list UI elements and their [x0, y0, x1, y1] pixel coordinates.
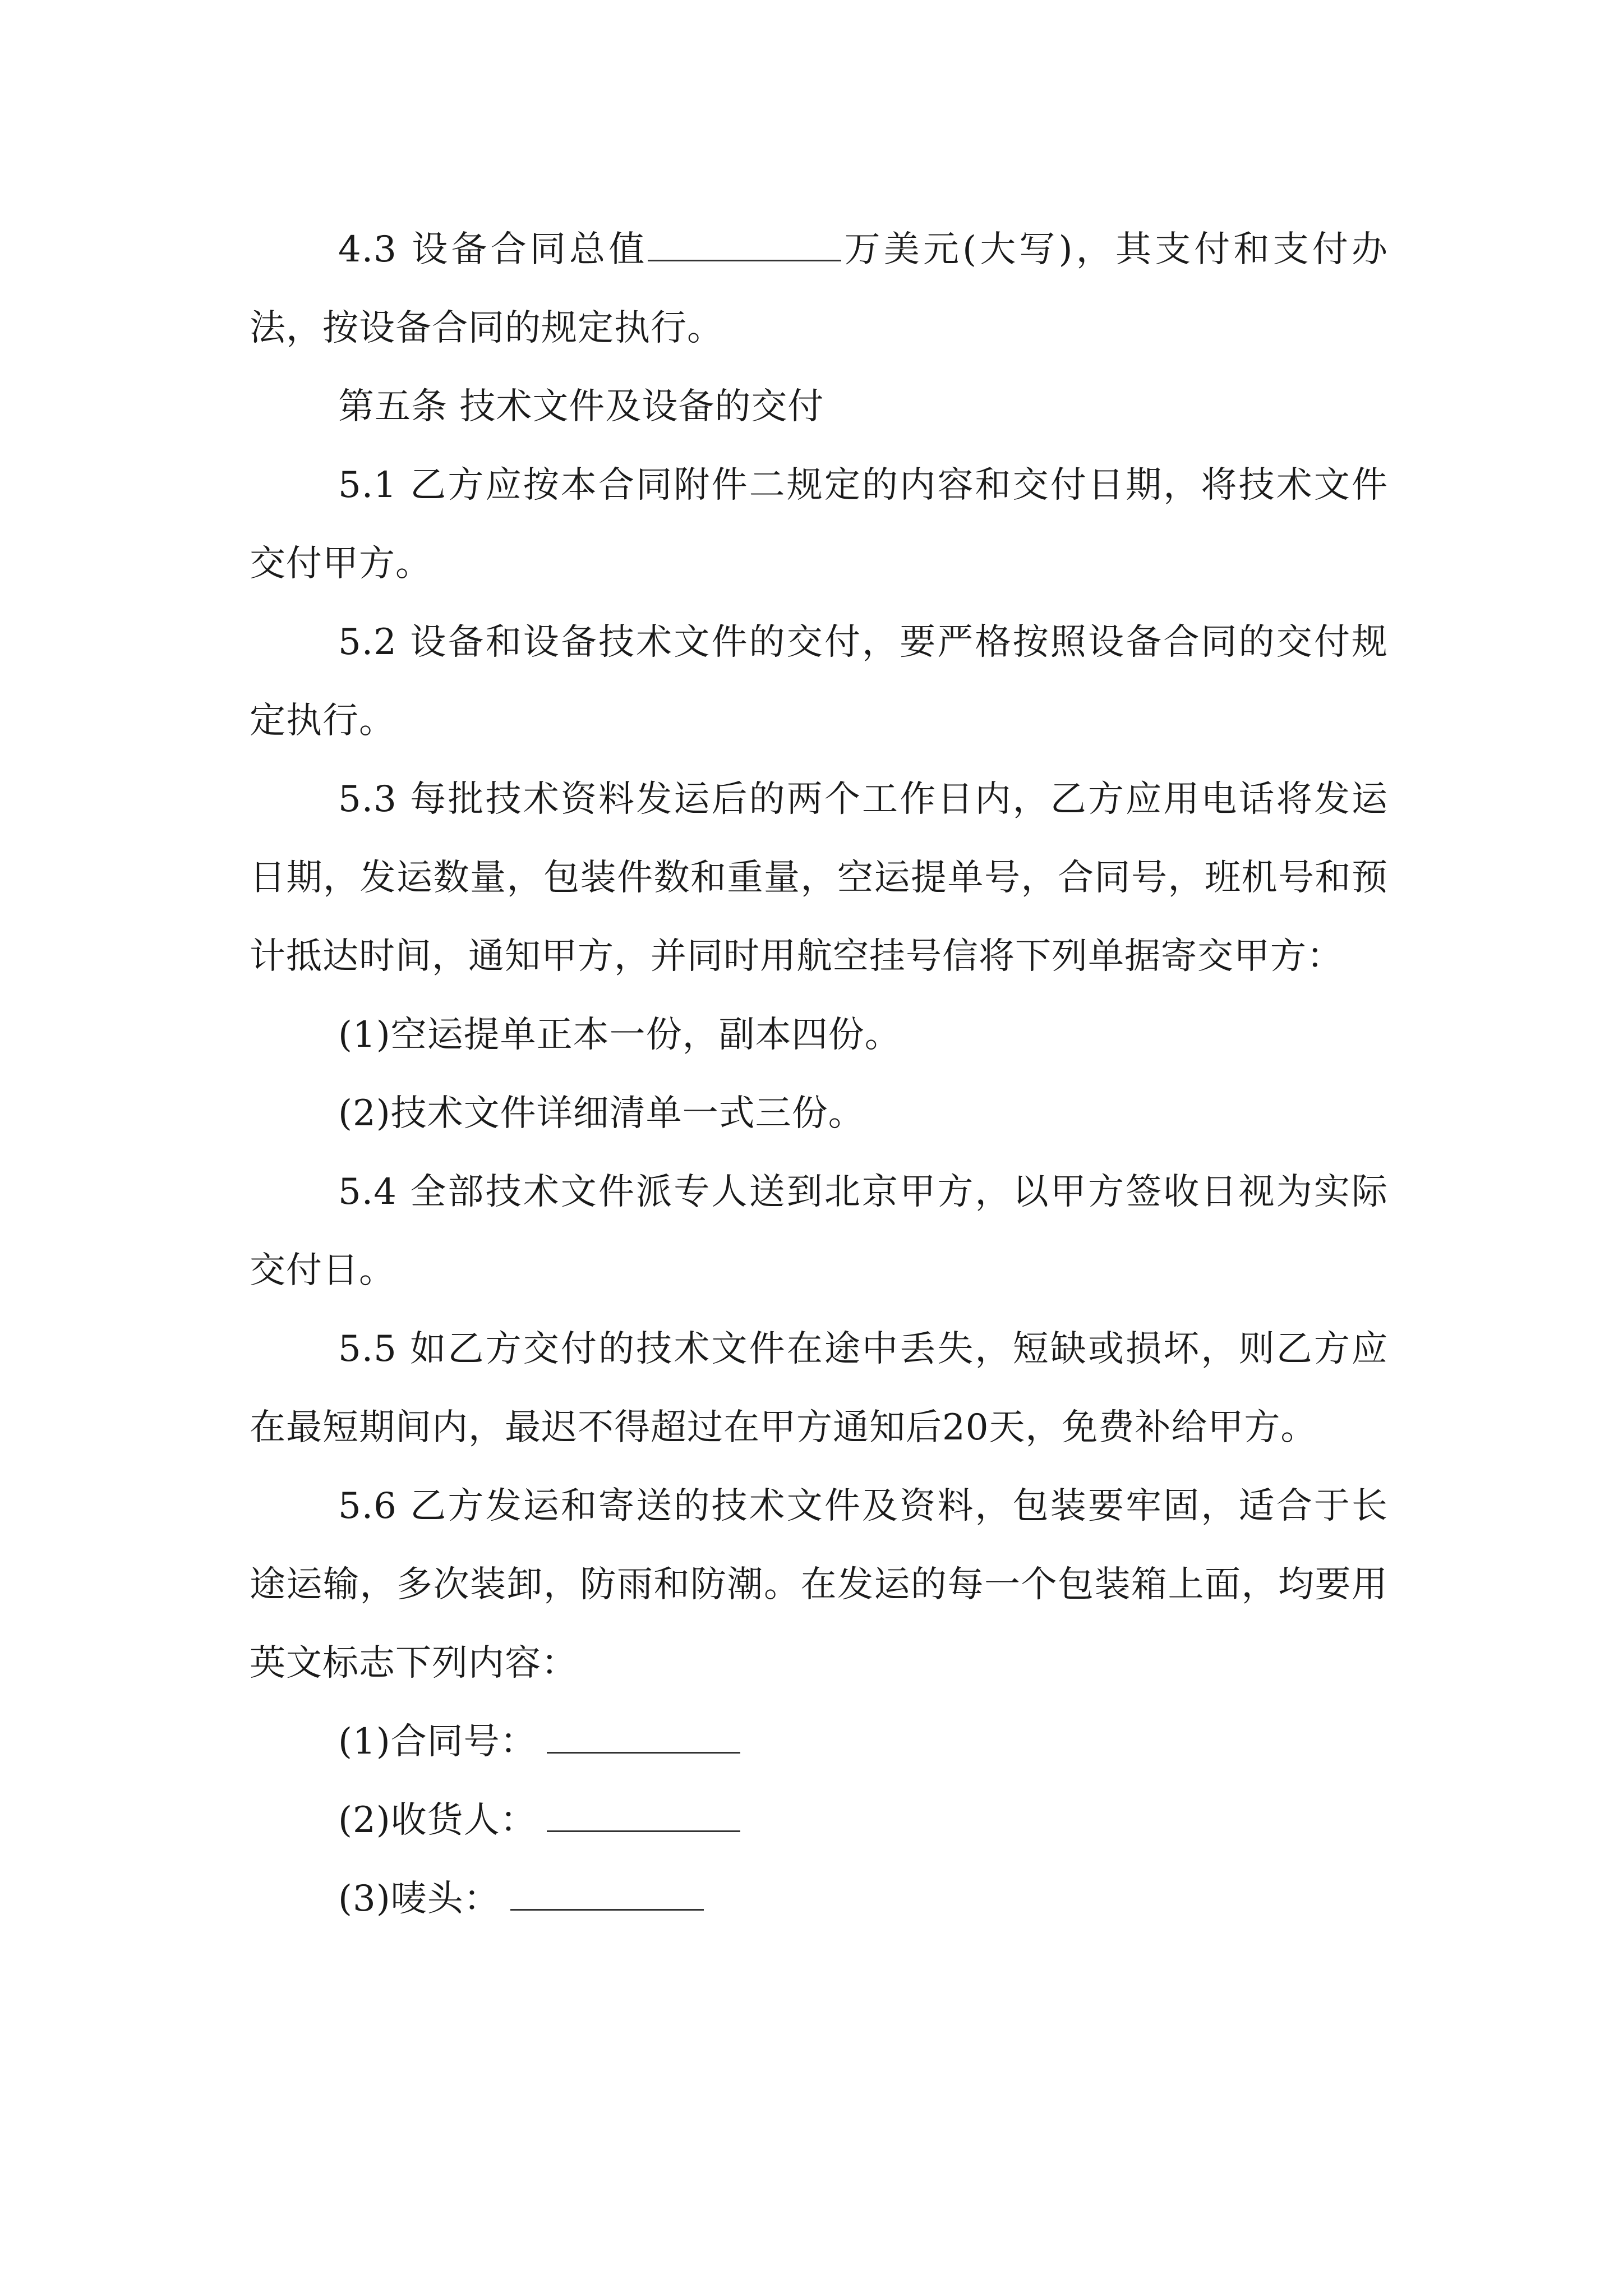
shipping-mark-blank	[510, 1879, 704, 1911]
clause-5-3-item-2: (2)技术文件详细清单一式三份。	[338, 1093, 865, 1134]
total-value-blank	[648, 229, 841, 261]
clause-5-3: 5.3 每批技术资料发运后的两个工作日内，乙方应用电话将发运日期，发运数量，包装件数和重量，空运提单号，合同号，班机号和预计抵达时间，通知甲方，并同时用航空挂号信将下列单据寄交甲方：	[250, 779, 1388, 977]
marking-consignee	[250, 1781, 1388, 1860]
clause-5-6: 5.6 乙方发运和寄送的技术文件及资料，包装要牢固，适合于长途运输，多次装卸，防雨和防潮。在发运的每一个包装箱上面，均要用英文标志下列内容：	[250, 1485, 1388, 1684]
clause-4-3	[250, 210, 1388, 367]
marking-shipping-mark-label: (3)唛头：	[338, 1878, 500, 1920]
article-5-heading: 第五条 技术文件及设备的交付	[338, 386, 824, 427]
clause-5-4: 5.4 全部技术文件派专人送到北京甲方，以甲方签收日视为实际交付日。	[250, 1171, 1388, 1291]
marking-consignee-label: (2)收货人：	[338, 1800, 537, 1841]
clause-5-5: 5.5 如乙方交付的技术文件在途中丢失，短缺或损坏，则乙方应在最短期间内，最迟不得超过在甲方通知后20天，免费补给甲方。	[250, 1328, 1388, 1448]
consignee-blank	[547, 1800, 740, 1832]
clause-4-3-text-a: 4.3 设备合同总值	[338, 229, 648, 270]
marking-shipping-mark	[250, 1860, 1388, 1938]
contract-no-blank	[547, 1722, 740, 1754]
marking-contract-no-label: (1)合同号：	[338, 1721, 537, 1763]
clause-5-3-item-1: (1)空运提单正本一份，副本四份。	[338, 1014, 901, 1056]
marking-contract-no	[250, 1703, 1388, 1781]
document-body	[250, 210, 1388, 1938]
clause-5-1: 5.1 乙方应按本合同附件二规定的内容和交付日期，将技术文件交付甲方。	[250, 464, 1388, 585]
clause-4-3-text-b: 万美元(大写)，其支付和支付办法，按设备合同的规定执行。	[250, 229, 1389, 349]
clause-5-2: 5.2 设备和设备技术文件的交付，要严格按照设备合同的交付规定执行。	[250, 622, 1388, 742]
